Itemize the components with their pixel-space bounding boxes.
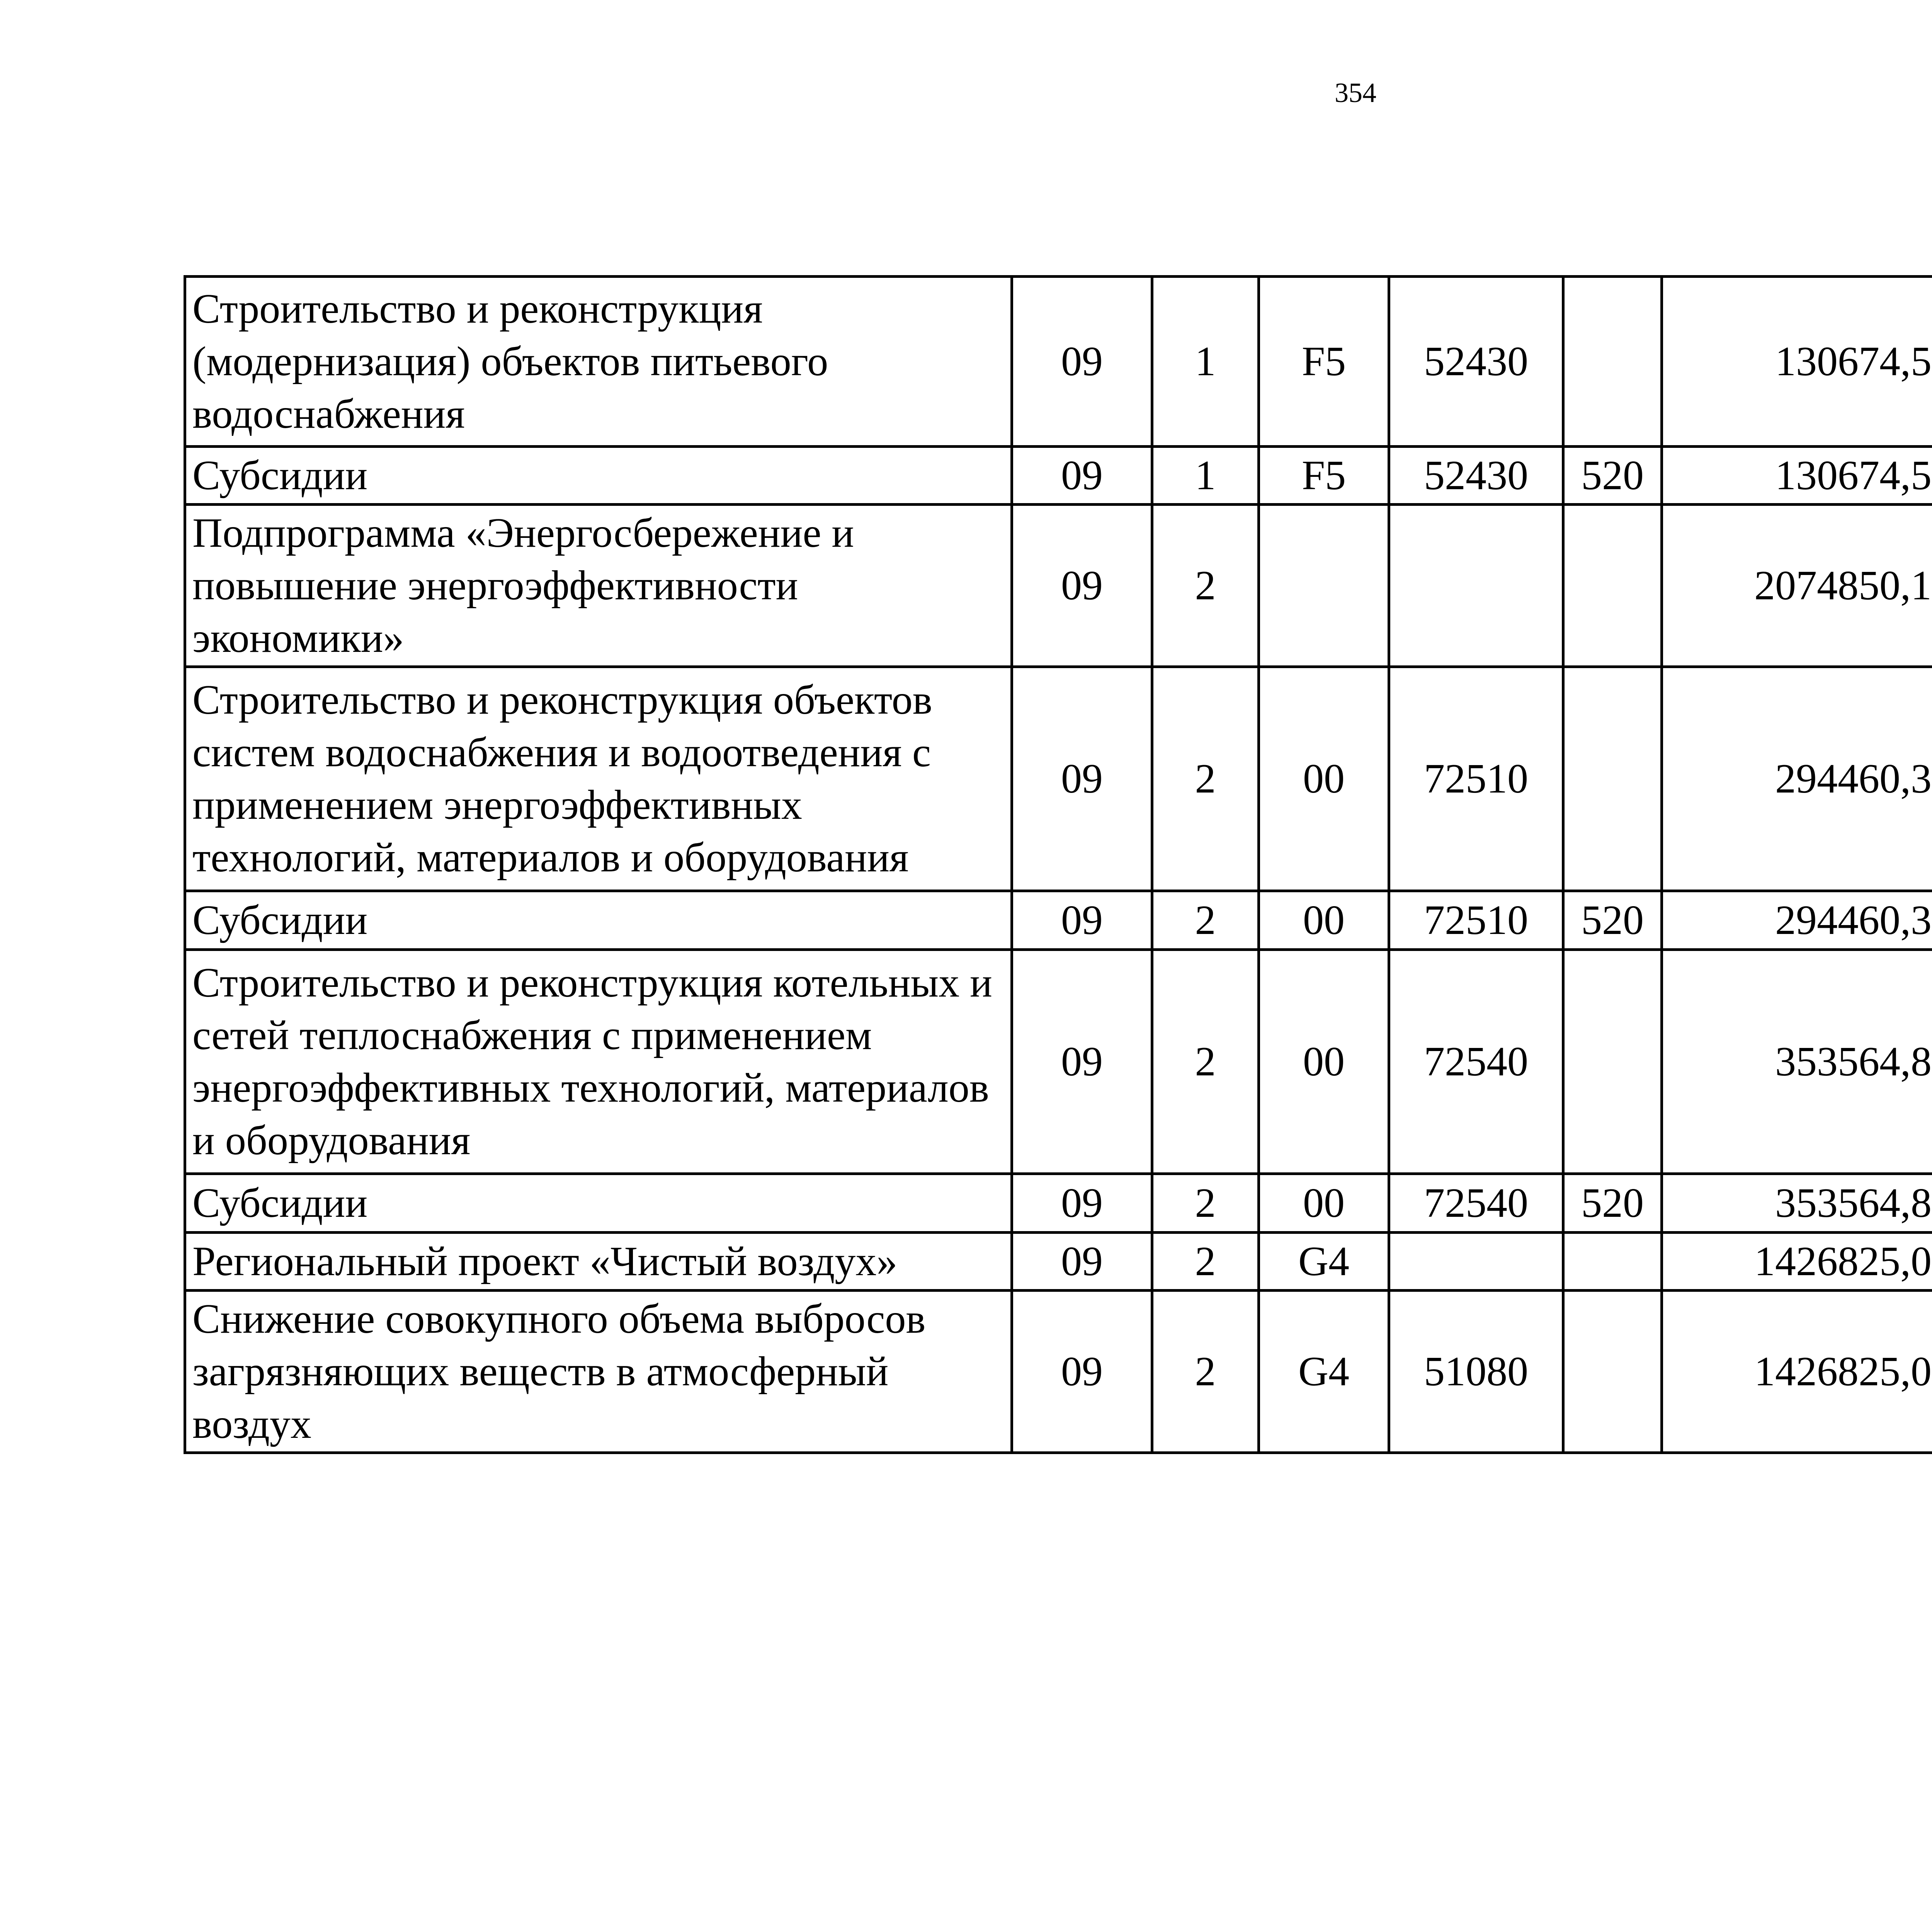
- page-number: 354: [1335, 77, 1376, 108]
- gp-code: 09: [1012, 277, 1152, 447]
- row-name: Субсидии: [185, 1174, 1012, 1233]
- direction-code: 52430: [1389, 277, 1563, 447]
- amount-1: 294460,3: [1662, 891, 1932, 950]
- gp-code: 09: [1012, 950, 1152, 1174]
- amount-1: 1426825,0: [1662, 1291, 1932, 1453]
- om-code: 00: [1259, 950, 1389, 1174]
- row-name: Снижение совокупного объема выбросов загрязняющих веществ в атмосферный воздух: [185, 1291, 1012, 1453]
- pp-code: 2: [1152, 1233, 1259, 1291]
- direction-code: [1389, 1233, 1563, 1291]
- pp-code: 1: [1152, 447, 1259, 505]
- table-row: [185, 277, 1932, 447]
- direction-code: 51080: [1389, 1291, 1563, 1453]
- gp-code: 09: [1012, 1174, 1152, 1233]
- om-code: 00: [1259, 667, 1389, 891]
- pp-code: 2: [1152, 505, 1259, 667]
- table-row: [185, 505, 1932, 667]
- table-row: [185, 1291, 1932, 1453]
- pp-code: 2: [1152, 950, 1259, 1174]
- pp-code: 2: [1152, 1291, 1259, 1453]
- direction-code: [1389, 505, 1563, 667]
- expense-type-code: [1563, 1233, 1662, 1291]
- table-row: [185, 950, 1932, 1174]
- om-code: 00: [1259, 891, 1389, 950]
- pp-code: 2: [1152, 1174, 1259, 1233]
- direction-code: 72510: [1389, 667, 1563, 891]
- direction-code: 52430: [1389, 447, 1563, 505]
- row-name: Региональный проект «Чистый воздух»: [185, 1233, 1012, 1291]
- expense-type-code: 520: [1563, 447, 1662, 505]
- om-code: F5: [1259, 277, 1389, 447]
- om-code: F5: [1259, 447, 1389, 505]
- table-row: [185, 891, 1932, 950]
- budget-table: [184, 275, 1932, 1454]
- row-name: Субсидии: [185, 447, 1012, 505]
- row-name: Строительство и реконструкция котельных и сетей теплоснабжения с применением энергоэффективных технологий, материалов и оборудования: [185, 950, 1012, 1174]
- gp-code: 09: [1012, 667, 1152, 891]
- row-name: Строительство и реконструкция объектов систем водоснабжения и водоотведения с применением энергоэффективных технологий, материалов и оборудования: [185, 667, 1012, 891]
- amount-1: 1426825,0: [1662, 1233, 1932, 1291]
- amount-1: 294460,3: [1662, 667, 1932, 891]
- gp-code: 09: [1012, 447, 1152, 505]
- om-code: G4: [1259, 1291, 1389, 1453]
- direction-code: 72510: [1389, 891, 1563, 950]
- om-code: G4: [1259, 1233, 1389, 1291]
- gp-code: 09: [1012, 505, 1152, 667]
- direction-code: 72540: [1389, 950, 1563, 1174]
- pp-code: 2: [1152, 667, 1259, 891]
- row-name: Субсидии: [185, 891, 1012, 950]
- expense-type-code: [1563, 505, 1662, 667]
- gp-code: 09: [1012, 1291, 1152, 1453]
- om-code: [1259, 505, 1389, 667]
- amount-1: 353564,8: [1662, 1174, 1932, 1233]
- amount-1: 130674,5: [1662, 447, 1932, 505]
- direction-code: 72540: [1389, 1174, 1563, 1233]
- pp-code: 1: [1152, 277, 1259, 447]
- amount-1: 353564,8: [1662, 950, 1932, 1174]
- amount-1: 130674,5: [1662, 277, 1932, 447]
- expense-type-code: 520: [1563, 891, 1662, 950]
- table-row: [185, 667, 1932, 891]
- table-row: [185, 1174, 1932, 1233]
- row-name: Строительство и реконструкция (модернизация) объектов питьевого водоснабжения: [185, 277, 1012, 447]
- expense-type-code: [1563, 1291, 1662, 1453]
- amount-1: 2074850,1: [1662, 505, 1932, 667]
- pp-code: 2: [1152, 891, 1259, 950]
- expense-type-code: [1563, 667, 1662, 891]
- gp-code: 09: [1012, 1233, 1152, 1291]
- table-row: [185, 447, 1932, 505]
- expense-type-code: 520: [1563, 1174, 1662, 1233]
- om-code: 00: [1259, 1174, 1389, 1233]
- expense-type-code: [1563, 950, 1662, 1174]
- expense-type-code: [1563, 277, 1662, 447]
- table-row: [185, 1233, 1932, 1291]
- row-name: Подпрограмма «Энергосбережение и повышение энергоэффективности экономики»: [185, 505, 1012, 667]
- gp-code: 09: [1012, 891, 1152, 950]
